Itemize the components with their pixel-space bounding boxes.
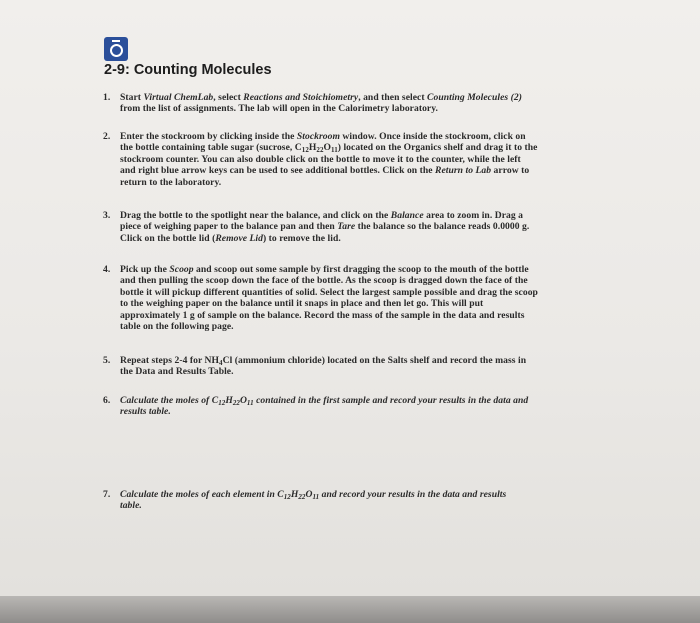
- step-line: Repeat steps 2-4 for $NH_4Cl$ (ammonium chloride) located on the Salts shelf and record the mass in: [120, 355, 527, 367]
- step-line: the Data and Results Table.: [120, 366, 234, 378]
- step-line: and right blue arrow keys can be used to see additional bottles. Click on the Return to Lab arrow to: [120, 165, 530, 177]
- step-line: Calculate the moles of $C_{12}H_{22}O_{11}$ contained in the first sample and record your results in the data and: [120, 395, 529, 407]
- step-line: table.: [120, 500, 142, 512]
- step-line: Start Virtual ChemLab, select Reactions and Stoichiometry, and then select Counting Molecules (2): [120, 92, 522, 103]
- step-line: Calculate the moles of each element in $C_{12}H_{22}O_{11}$ and record your results in the data and results: [120, 489, 507, 501]
- step-line: approximately 1 g of sample on the balance. Record the mass of the sample in the data and results: [120, 309, 525, 321]
- step-text: [120, 489, 603, 512]
- step-number: 4.: [103, 264, 111, 275]
- step-text: [120, 264, 603, 332]
- step-line: Pick up the Scoop and scoop out some sample by first dragging the scoop to the mouth of the bottle: [120, 264, 529, 275]
- step-line: Enter the stockroom by clicking inside the Stockroom window. Once inside the stockroom, click on: [120, 131, 526, 142]
- step-text: [120, 131, 603, 188]
- chemlab-logo-icon: [104, 37, 128, 61]
- step-line: results table.: [120, 406, 171, 418]
- step-1: [103, 92, 603, 115]
- step-line: table on the following page.: [120, 321, 234, 333]
- step-6: [103, 395, 603, 418]
- page-bottom-shadow: [0, 596, 700, 623]
- step-number: 1.: [103, 92, 111, 103]
- step-line: Drag the bottle to the spotlight near the balance, and click on the Balance area to zoom in. Drag a: [120, 210, 523, 221]
- step-number: 3.: [103, 210, 111, 221]
- step-7: [103, 489, 603, 512]
- logo-dash: [112, 40, 120, 42]
- step-line: the bottle containing table sugar (sucrose, $C_{12}H_{22}O_{11}$) located on the Organics shelf and drag it to the: [120, 142, 538, 155]
- step-number: 6.: [103, 395, 111, 406]
- step-line: return to the laboratory.: [120, 176, 222, 188]
- logo-ring: [110, 44, 123, 57]
- step-line: bottle it will pickup different quantities of solid. Select the largest sample possible and drag the scoop: [120, 286, 538, 298]
- step-text: [120, 92, 603, 115]
- step-text: [120, 210, 603, 244]
- step-text: [120, 395, 603, 418]
- step-line: Click on the bottle lid (Remove Lid) to remove the lid.: [120, 232, 341, 244]
- step-3: [103, 210, 603, 244]
- step-number: 2.: [103, 131, 111, 142]
- step-number: 7.: [103, 489, 111, 500]
- step-line: stockroom counter. You can also double click on the bottle to move it to the counter, while the left: [120, 153, 521, 165]
- step-line: to the weighing paper on the balance until it snaps in place and then let go. This will put: [120, 298, 484, 310]
- step-line: piece of weighing paper to the balance pan and then Tare the balance so the balance reads 0.0000 g.: [120, 221, 530, 233]
- step-2: [103, 131, 603, 188]
- step-number: 5.: [103, 355, 111, 366]
- step-line: and then pulling the scoop down the face of the bottle. As the scoop is dragged down the face of the: [120, 275, 528, 287]
- page-title: 2-9: Counting Molecules: [104, 62, 272, 78]
- step-4: [103, 264, 603, 332]
- step-line: from the list of assignments. The lab will open in the Calorimetry laboratory.: [120, 103, 438, 115]
- step-text: [120, 355, 603, 378]
- step-5: [103, 355, 603, 378]
